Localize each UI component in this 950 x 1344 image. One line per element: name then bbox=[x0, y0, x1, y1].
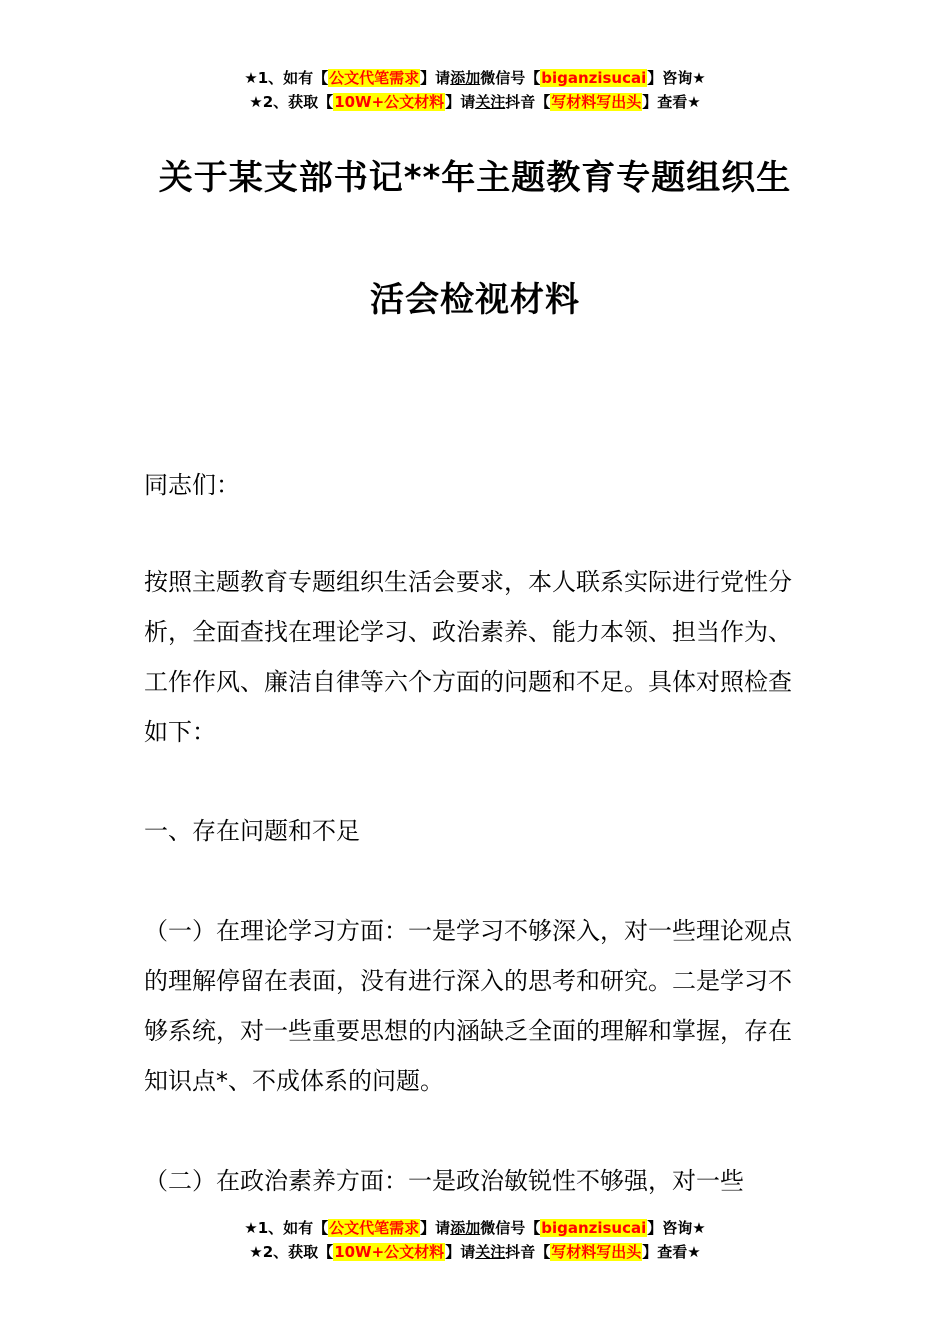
highlight-wechat-id: biganzisucai bbox=[541, 69, 647, 87]
highlight-service: 公文代笔需求 bbox=[329, 1219, 420, 1237]
paragraph-theory-study: （一）在理论学习方面：一是学习不够深入，对一些理论观点的理解停留在表面，没有进行深入的思考和研究。二是学习不够系统，对一些重要思想的内涵缺乏全面的理解和掌握，存在知识点*、不成体系的问题。 bbox=[144, 917, 792, 1095]
banner-text: ★2、获取【 bbox=[249, 93, 334, 111]
underline-text: 关注 bbox=[475, 93, 506, 111]
document-title-line-2: 活会检视材料 bbox=[370, 280, 580, 320]
banner-text: 】请 bbox=[420, 69, 451, 87]
banner-line-1 bbox=[0, 66, 950, 90]
underline-text: 关注 bbox=[475, 1243, 506, 1261]
paragraph-political-quality: （二）在政治素养方面：一是政治敏锐性不够强，对一些 bbox=[144, 1167, 744, 1195]
banner-text: 抖音【 bbox=[505, 93, 551, 111]
banner-text: ★2、获取【 bbox=[249, 1243, 334, 1261]
highlight-douyin: 写材料写出头 bbox=[551, 1243, 642, 1261]
banner-text: 】查看★ bbox=[642, 93, 701, 111]
footer-banner bbox=[0, 1216, 950, 1264]
highlight-materials: 10W+公文材料 bbox=[334, 1243, 445, 1261]
highlight-materials: 10W+公文材料 bbox=[334, 93, 445, 111]
document-title-line-1: 关于某支部书记**年主题教育专题组织生 bbox=[158, 158, 792, 198]
underline-text: 添加 bbox=[450, 69, 481, 87]
banner-text: 】请 bbox=[420, 1219, 451, 1237]
banner-line-2 bbox=[0, 90, 950, 114]
banner-text: 抖音【 bbox=[505, 1243, 551, 1261]
banner-text: ★1、如有【 bbox=[244, 1219, 329, 1237]
banner-text: 】请 bbox=[445, 1243, 476, 1261]
underline-text: 添加 bbox=[450, 1219, 481, 1237]
banner-text: 微信号【 bbox=[480, 1219, 541, 1237]
banner-text: 】查看★ bbox=[642, 1243, 701, 1261]
header-banner bbox=[0, 66, 950, 114]
highlight-wechat-id: biganzisucai bbox=[541, 1219, 647, 1237]
banner-line-1 bbox=[0, 1216, 950, 1240]
greeting: 同志们： bbox=[144, 471, 240, 499]
paragraph-intro: 按照主题教育专题组织生活会要求，本人联系实际进行党性分析，全面查找在理论学习、政治素养、能力本领、担当作为、工作作风、廉洁自律等六个方面的问题和不足。具体对照检查如下： bbox=[144, 568, 792, 746]
banner-text: 】咨询★ bbox=[647, 1219, 706, 1237]
highlight-douyin: 写材料写出头 bbox=[551, 93, 642, 111]
banner-line-2 bbox=[0, 1240, 950, 1264]
banner-text: ★1、如有【 bbox=[244, 69, 329, 87]
section-heading: 一、存在问题和不足 bbox=[144, 817, 360, 845]
banner-text: 】咨询★ bbox=[647, 69, 706, 87]
banner-text: 微信号【 bbox=[480, 69, 541, 87]
banner-text: 】请 bbox=[445, 93, 476, 111]
highlight-service: 公文代笔需求 bbox=[329, 69, 420, 87]
